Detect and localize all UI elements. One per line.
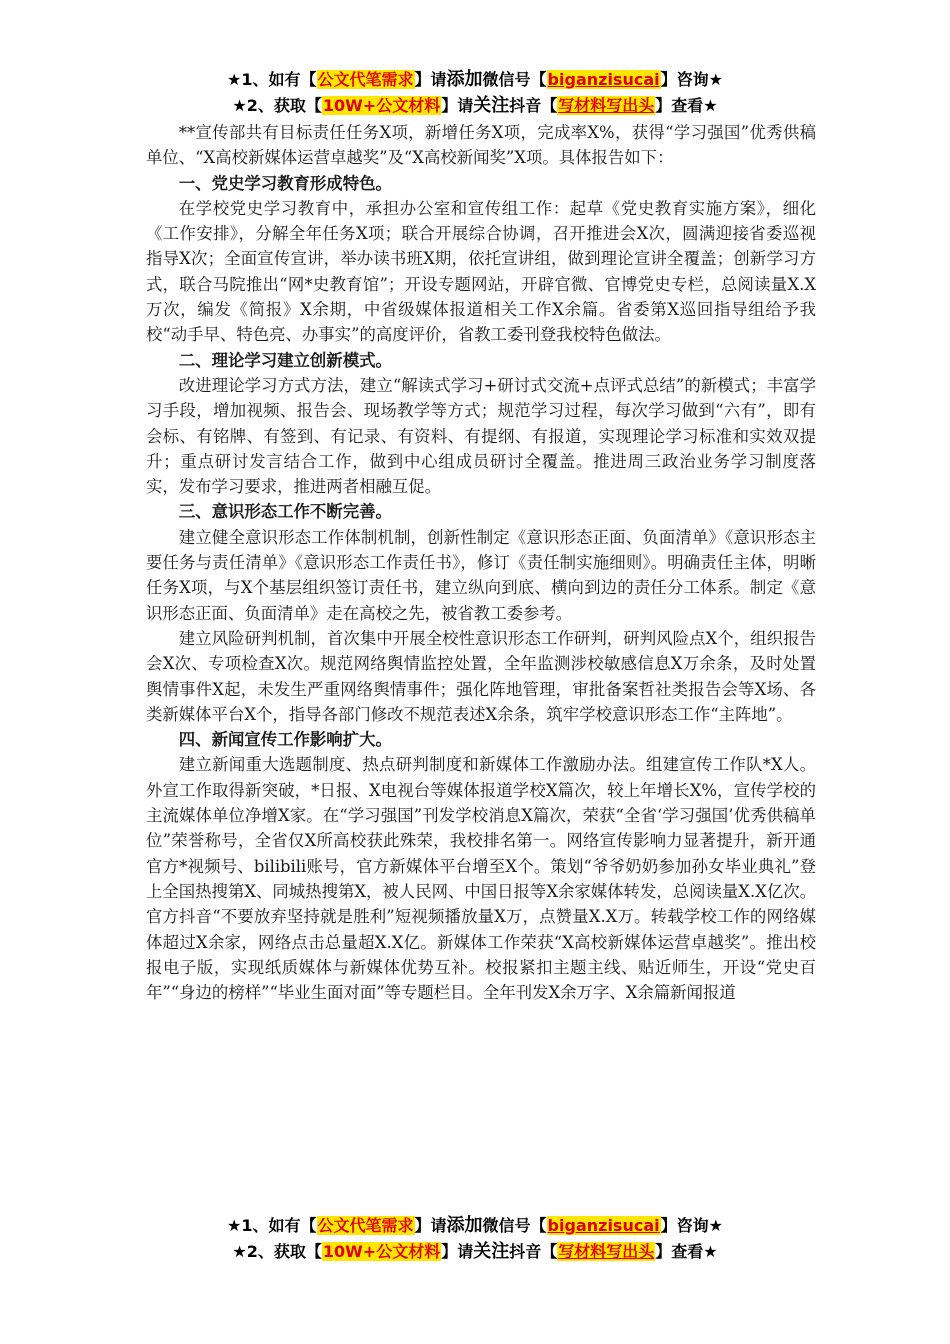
banner-line-2	[0, 1240, 950, 1266]
highlight-writing-service: 公文代笔需求	[317, 1216, 414, 1235]
section-paragraph: 建立健全意识形态工作体制机制，创新性制定《意识形态正面、负面清单》《意识形态主要任务与责任清单》《意识形态工作责任书》，修订《责任制实施细则》。明确责任主体，明晰任务X项，与X个基层组织签订责任书，建立纵向到底、横向到边的责任分工体系。制定《意识形态正面、负面清单》走在高校之先，被省教工委参考。	[146, 527, 816, 623]
banner-text: 抖音【	[509, 1242, 558, 1261]
douyin-account-link[interactable]: 写材料写出头	[558, 1242, 655, 1261]
banner-text: ★1、如有【	[227, 1216, 317, 1235]
section-heading: 一、党史学习教育形成特色。	[178, 173, 392, 193]
banner-emphasis: 关注	[473, 1241, 510, 1262]
banner-line-1	[0, 1214, 950, 1240]
section-heading: 四、新闻宣传工作影响扩大。	[178, 730, 392, 750]
banner-text: ★2、获取【	[232, 1242, 322, 1261]
highlight-materials: 10W+公文材料	[322, 96, 441, 115]
highlight-writing-service: 公文代笔需求	[317, 70, 414, 89]
intro-paragraph: **宣传部共有目标责任任务X项，新增任务X项，完成率X%，获得“学习强国”优秀供稿单位、“X高校新媒体运营卓越奖”及“X高校新闻奖”X项。具体报告如下：	[146, 123, 816, 168]
document-body	[146, 120, 816, 1005]
banner-text: 】查看★	[655, 1242, 718, 1261]
banner-text: 微信号【	[482, 70, 547, 89]
banner-text: 】查看★	[655, 96, 718, 115]
wechat-id-link[interactable]: biganzisucai	[547, 1216, 660, 1235]
wechat-id-link[interactable]: biganzisucai	[547, 70, 660, 89]
banner-text: 】咨询★	[660, 70, 723, 89]
banner-line-2	[0, 94, 950, 120]
banner-text: 抖音【	[509, 96, 558, 115]
banner-text: 微信号【	[482, 1216, 547, 1235]
highlight-materials: 10W+公文材料	[322, 1242, 441, 1261]
banner-text: 】咨询★	[660, 1216, 723, 1235]
banner-emphasis: 关注	[473, 95, 510, 116]
banner-emphasis: 添加	[446, 69, 483, 90]
banner-text: 】请	[441, 96, 474, 115]
section-paragraph: 建立新闻重大选题制度、热点研判制度和新媒体工作激励办法。组建宣传工作队*X人。外宣工作取得新突破，*日报、X电视台等媒体报道学校X篇次，较上年增长X%，宣传学校的主流媒体单位净增X家。在“学习强国”刊发学校消息X篇次，荣获“全省‘学习强国’优秀供稿单位”荣誉称号，全省仅X所高校获此殊荣，我校排名第一。网络宣传影响力显著提升，新开通官方*视频号、bilibili账号，官方新媒体平台增至X个。策划“爷爷奶奶参加孙女毕业典礼”登上全国热搜第X、同城热搜第X，被人民网、中国日报等X余家媒体转发，总阅读量X.X亿次。官方抖音“不要放弃坚持就是胜利”短视频播放量X万，点赞量X.X万。转载学校工作的网络媒体超过X余家，网络点击总量超X.X亿。新媒体工作荣获“X高校新媒体运营卓越奖”。推出校报电子版，实现纸质媒体与新媒体优势互补。校报紧扣主题主线、贴近师生，开设“党史百年”“身边的榜样”“毕业生面对面”等专题栏目。全年刊发X余万字、X余篇新闻报道	[146, 755, 817, 1003]
banner-text: ★1、如有【	[227, 70, 317, 89]
banner-text: ★2、获取【	[232, 96, 322, 115]
header-banner	[0, 68, 950, 120]
banner-line-1	[0, 68, 950, 94]
banner-text: 】请	[414, 1216, 447, 1235]
section-heading: 二、理论学习建立创新模式。	[178, 350, 392, 370]
footer-banner	[0, 1214, 950, 1266]
banner-text: 】请	[441, 1242, 474, 1261]
section-paragraph: 改进理论学习方式方法，建立“解读式学习+研讨式交流+点评式总结”的新模式；丰富学习手段，增加视频、报告会、现场教学等方式；规范学习过程，每次学习做到“六有”，即有会标、有铭牌、有签到、有记录、有资料、有提纲、有报道，实现理论学习标准和实效双提升；重点研讨发言结合工作，做到中心组成员研讨全覆盖。推进周三政治业务学习制度落实，发布学习要求，推进两者相融互促。	[146, 375, 816, 497]
section-paragraph: 建立风险研判机制，首次集中开展全校性意识形态工作研判，研判风险点X个，组织报告会X次、专项检查X次。规范网络舆情监控处置，全年监测涉校敏感信息X万余条，及时处置舆情事件X起，未发生严重网络舆情事件；强化阵地管理，审批备案哲社类报告会等X场、各类新媒体平台X个，指导各部门修改不规范表述X余条，筑牢学校意识形态工作“主阵地”。	[146, 628, 816, 724]
banner-text: 】请	[414, 70, 447, 89]
section-heading: 三、意识形态工作不断完善。	[178, 502, 392, 522]
section-paragraph: 在学校党史学习教育中，承担办公室和宣传组工作：起草《党史教育实施方案》，细化《工作安排》，分解全年任务X项；联合开展综合协调，召开推进会X次，圆满迎接省委巡视指导X次；全面宣传宣讲，举办读书班X期，依托宣讲组，做到理论宣讲全覆盖；创新学习方式，联合马院推出“网*史教育馆”；开设专题网站，开辟官微、官博党史专栏，总阅读量X.X万次，编发《简报》X余期，中省级媒体报道相关工作X余篇。省委第X巡回指导组给予我校“动手早、特色亮、办事实”的高度评价，省教工委刊登我校特色做法。	[146, 198, 816, 345]
banner-emphasis: 添加	[446, 1215, 483, 1236]
douyin-account-link[interactable]: 写材料写出头	[558, 96, 655, 115]
